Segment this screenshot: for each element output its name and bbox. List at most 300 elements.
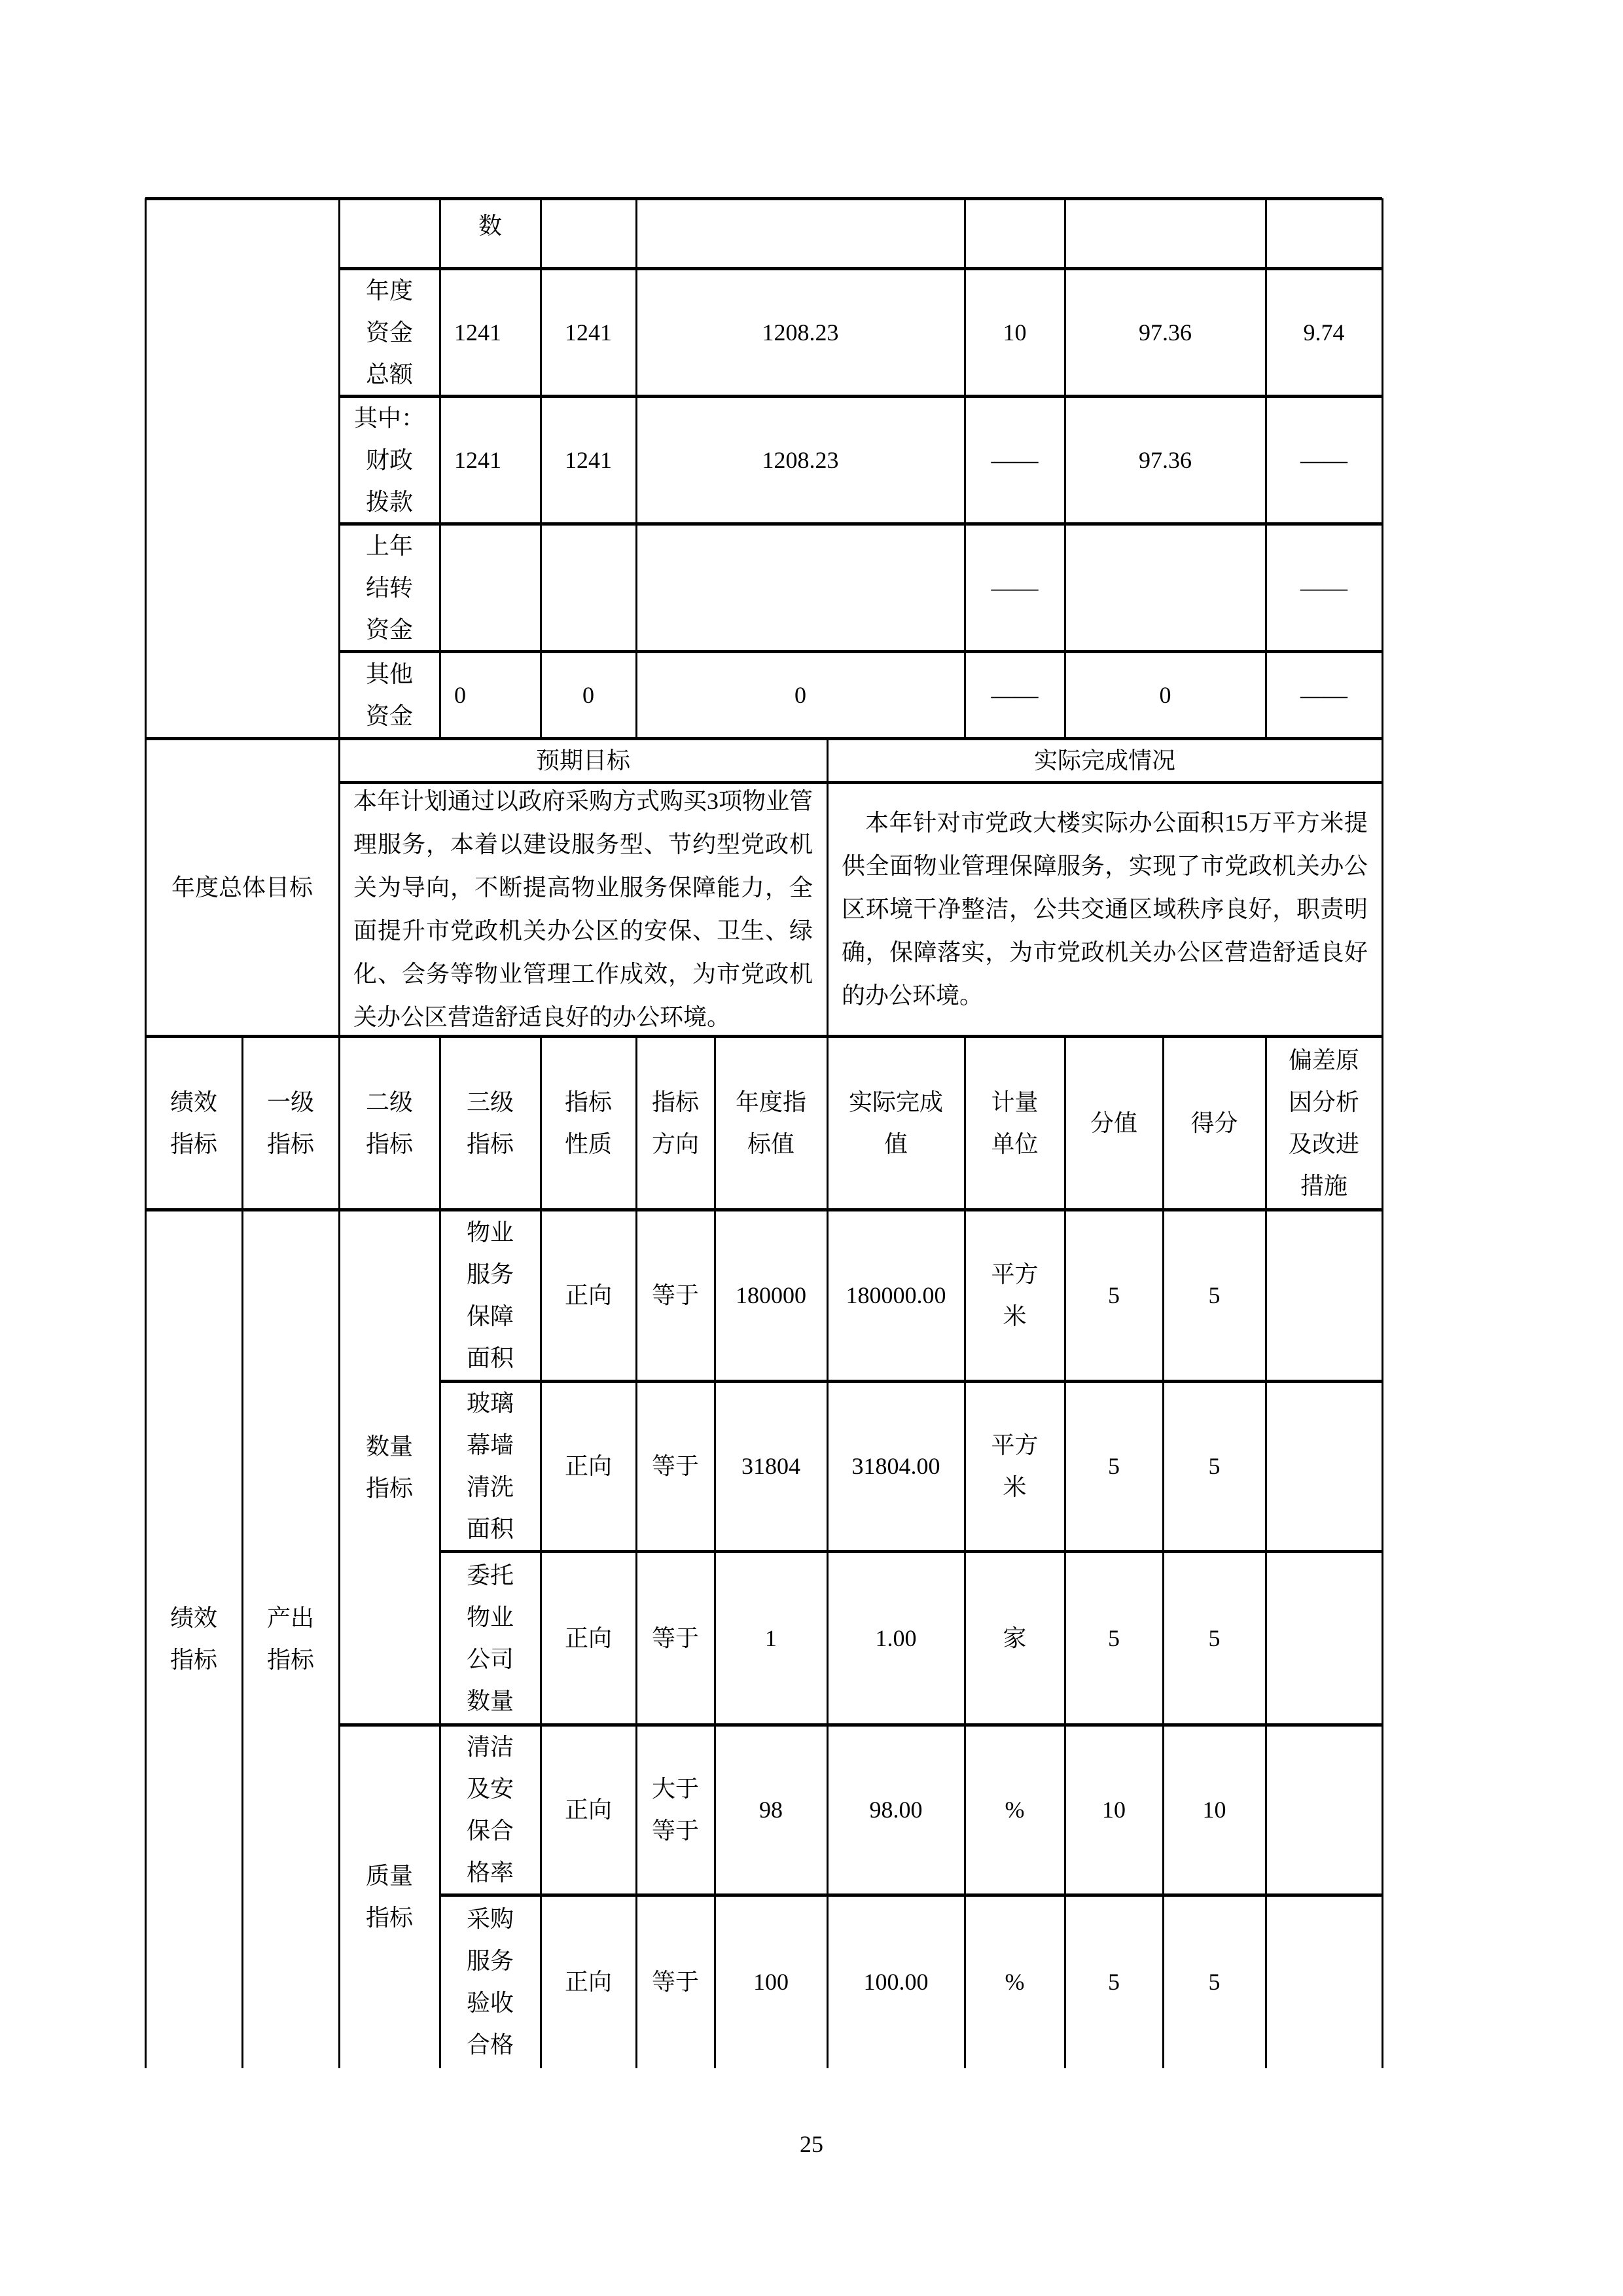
funding-row-label xyxy=(339,268,440,396)
indicator-actual xyxy=(827,1551,965,1725)
indicator-actual-text xyxy=(876,1617,917,1659)
indicator-actual-text xyxy=(870,1789,923,1831)
indicator-direction xyxy=(636,1381,715,1551)
funding-score-text xyxy=(1304,312,1345,353)
indicator-deviation xyxy=(1266,1381,1382,1551)
indicator-name xyxy=(440,1551,541,1725)
indicator-unit-text xyxy=(1005,1789,1025,1831)
text-line: 保合 xyxy=(466,1818,514,1844)
table-horizontal-rule xyxy=(440,1550,1382,1553)
table-vertical-rule xyxy=(145,198,147,2068)
indicator-score-text xyxy=(1209,1961,1221,2003)
text-line: 质量 xyxy=(365,1862,413,1889)
text-line: —— xyxy=(991,446,1039,473)
table-horizontal-rule xyxy=(339,781,1382,784)
funding-annual-budget xyxy=(440,396,541,524)
text-line: 指标 xyxy=(266,1647,314,1673)
text-line: 98.00 xyxy=(869,1797,923,1823)
funding-score-weight-text xyxy=(991,674,1039,716)
funding-score-weight xyxy=(965,396,1065,524)
table-horizontal-rule xyxy=(339,1723,1382,1727)
indicator-weight-text xyxy=(1108,1274,1120,1316)
funding-annual-budget-text xyxy=(454,312,501,353)
funding-score xyxy=(1266,651,1382,738)
funding-full-year-budget-text xyxy=(565,312,612,353)
indicator-actual-text xyxy=(864,1961,929,2003)
funding-executed-text xyxy=(762,439,839,481)
funding-execution-rate xyxy=(1065,268,1266,396)
text-line: 5 xyxy=(1108,1968,1120,1995)
text-line: 计量 xyxy=(991,1088,1039,1115)
indicator-deviation xyxy=(1266,1210,1382,1381)
indicator-unit xyxy=(965,1551,1065,1725)
indicator-direction xyxy=(636,1210,715,1381)
indicator-score xyxy=(1163,1551,1266,1725)
indicator-header-score xyxy=(1163,1036,1266,1210)
text-line: 1208.23 xyxy=(762,319,839,346)
text-line: 5 xyxy=(1108,1282,1120,1308)
text-line: 绩效 xyxy=(169,1088,217,1115)
text-line: 合格 xyxy=(466,2031,514,2058)
indicator-direction xyxy=(636,1725,715,1895)
table-horizontal-rule xyxy=(339,267,1382,270)
funding-annual-budget xyxy=(440,524,541,651)
text-line: 等于 xyxy=(651,1818,699,1844)
text-line: 资金 xyxy=(365,702,413,729)
indicator-header-nature xyxy=(541,1036,636,1210)
indicator-nature-text xyxy=(565,1445,612,1487)
table-horizontal-rule xyxy=(440,1893,1382,1897)
table-horizontal-rule xyxy=(145,737,1382,740)
text-line: 指标 xyxy=(651,1088,699,1115)
indicator-weight-text xyxy=(1102,1789,1126,1831)
indicator-name-text xyxy=(467,1726,514,1893)
quality-indicator-group xyxy=(339,1725,440,2068)
text-line: 9.74 xyxy=(1303,319,1345,346)
indicator-name xyxy=(440,1895,541,2068)
table-vertical-rule xyxy=(1064,198,1066,738)
text-line: 指标 xyxy=(466,1130,514,1157)
funding-score-text xyxy=(1300,567,1347,609)
funding-full-year-budget xyxy=(541,524,636,651)
funding-full-year-budget-text xyxy=(582,674,594,716)
table-vertical-rule xyxy=(964,198,966,738)
text-line: 大于 xyxy=(651,1776,699,1802)
funding-executed xyxy=(636,268,965,396)
actual-goal-text xyxy=(827,782,1382,1036)
indicator-target-text xyxy=(759,1789,783,1831)
text-line: 正向 xyxy=(564,1968,612,1995)
text-line: —— xyxy=(1300,681,1347,708)
indicator-weight xyxy=(1065,1725,1163,1895)
text-line: 正向 xyxy=(564,1624,612,1651)
text-line: 指标 xyxy=(169,1647,217,1673)
indicator-header-nature-text xyxy=(565,1081,612,1165)
text-line: 总额 xyxy=(365,361,413,387)
funding-annual-budget xyxy=(440,651,541,738)
text-line: 平方 xyxy=(991,1261,1039,1287)
text-line: 5 xyxy=(1108,1453,1120,1479)
text-line: 米 xyxy=(1003,1303,1027,1329)
funding-execution-rate xyxy=(1065,396,1266,524)
text-line: 指标 xyxy=(365,1475,413,1501)
page-number: 25 xyxy=(800,2131,823,2157)
indicator-score-text xyxy=(1203,1789,1226,1831)
indicator-header-level1 xyxy=(242,1036,339,1210)
indicator-weight xyxy=(1065,1210,1163,1381)
indicator-unit xyxy=(965,1210,1065,1381)
funding-executed xyxy=(636,524,965,651)
text-line: 保障 xyxy=(466,1303,514,1329)
quality-indicator-group-text xyxy=(366,1855,413,1939)
indicator-nature-text xyxy=(565,1617,612,1659)
indicator-unit-text xyxy=(991,1424,1038,1508)
text-line: 公司 xyxy=(466,1645,514,1672)
funding-full-year-budget xyxy=(541,651,636,738)
indicator-unit xyxy=(965,1725,1065,1895)
text-line: 方向 xyxy=(651,1130,699,1157)
funding-header-tail-text xyxy=(478,205,502,247)
table-vertical-rule xyxy=(635,198,637,738)
indicator-nature xyxy=(541,1551,636,1725)
indicator-header-level2 xyxy=(339,1036,440,1210)
indicator-header-level3 xyxy=(440,1036,541,1210)
text-line: 数 xyxy=(478,213,502,239)
text-line: 面积 xyxy=(466,1516,514,1542)
indicator-score xyxy=(1163,1210,1266,1381)
text-line: 服务 xyxy=(466,1261,514,1287)
indicator-weight-text xyxy=(1108,1961,1120,2003)
table-vertical-rule xyxy=(241,1036,243,2068)
text-line: 5 xyxy=(1208,1624,1221,1651)
funding-row-label xyxy=(339,396,440,524)
table-horizontal-rule xyxy=(440,1380,1382,1383)
output-indicator-label-text xyxy=(267,1597,314,1681)
indicator-nature-text xyxy=(565,1789,612,1831)
indicator-weight xyxy=(1065,1895,1163,2068)
indicator-name xyxy=(440,1381,541,1551)
text-line: 绩效 xyxy=(169,1605,217,1631)
text-line: 指标 xyxy=(365,1904,413,1931)
indicator-header-unit-text xyxy=(991,1081,1038,1165)
indicator-deviation xyxy=(1266,1551,1382,1725)
text-line: 5 xyxy=(1108,1624,1120,1651)
expected-goal-header-text xyxy=(536,740,630,781)
text-line: 1241 xyxy=(454,319,501,346)
indicator-weight-text xyxy=(1108,1445,1120,1487)
funding-annual-budget-text xyxy=(454,674,466,716)
text-line: 物业 xyxy=(466,1219,514,1246)
text-line: 米 xyxy=(1003,1474,1027,1500)
quantity-indicator-group xyxy=(339,1210,440,1725)
text-line: 等于 xyxy=(651,1968,699,1995)
text-line: 97.36 xyxy=(1139,446,1192,473)
indicator-header-target xyxy=(715,1036,827,1210)
text-line: 180000 xyxy=(736,1282,806,1308)
text-line: 5 xyxy=(1208,1453,1221,1479)
text-line: 正向 xyxy=(564,1453,612,1479)
text-line: 年度指 xyxy=(735,1088,806,1115)
text-line: 清洗 xyxy=(466,1474,514,1500)
funding-executed-text xyxy=(794,674,806,716)
indicator-actual xyxy=(827,1725,965,1895)
expected-goal-text xyxy=(339,782,827,1036)
funding-execution-rate-text xyxy=(1139,439,1192,481)
indicator-actual xyxy=(827,1895,965,2068)
text-line: —— xyxy=(991,681,1039,708)
table-vertical-rule xyxy=(1382,198,1383,2068)
funding-row-label-text xyxy=(366,525,413,651)
text-line: 10 xyxy=(1102,1797,1126,1823)
quantity-indicator-group-text xyxy=(366,1426,413,1509)
indicator-unit xyxy=(965,1895,1065,2068)
indicator-header-weight xyxy=(1065,1036,1163,1210)
text-line: 其他 xyxy=(365,660,413,687)
text-line: 三级 xyxy=(466,1088,514,1115)
perf-indicator-label-text xyxy=(170,1597,217,1681)
text-line: —— xyxy=(1300,574,1347,601)
indicator-target-text xyxy=(741,1445,800,1487)
indicator-name-text xyxy=(467,1554,514,1722)
text-line: —— xyxy=(991,574,1039,601)
table-horizontal-rule xyxy=(339,522,1382,526)
text-line: 格率 xyxy=(466,1859,514,1886)
text-line: 100 xyxy=(753,1968,789,1995)
text-line: 清洁 xyxy=(466,1734,514,1760)
funding-row-label-text xyxy=(354,397,425,523)
text-line: 验收 xyxy=(466,1989,514,2016)
text-line: 玻璃 xyxy=(466,1390,514,1416)
actual-goal-text-text: 本年针对市党政大楼实际办公面积15万平方米提供全面物业管理保障服务，实现了市党政机关办公区环境干净整洁，公共交通区域秩序良好，职责明确，保障落实，为市党政机关办公区营造舒适良好的办公环境。 xyxy=(842,810,1368,1009)
indicator-unit-text xyxy=(1005,1961,1025,2003)
text-line: 31804 xyxy=(741,1453,800,1479)
funding-full-year-budget xyxy=(541,396,636,524)
text-line: 指标 xyxy=(266,1130,314,1157)
indicator-header-deviation-text xyxy=(1289,1039,1359,1207)
funding-row-label xyxy=(339,651,440,738)
indicator-score xyxy=(1163,1895,1266,2068)
indicator-weight xyxy=(1065,1381,1163,1551)
text-line: 其中： xyxy=(353,404,425,431)
indicator-unit-text xyxy=(991,1253,1038,1337)
indicator-name xyxy=(440,1725,541,1895)
table-vertical-rule xyxy=(338,1036,340,2068)
text-line: 得分 xyxy=(1190,1109,1238,1136)
text-line: 及安 xyxy=(466,1776,514,1802)
indicator-score-text xyxy=(1209,1445,1221,1487)
indicator-actual xyxy=(827,1381,965,1551)
table-vertical-rule xyxy=(338,198,340,738)
indicator-target xyxy=(715,1551,827,1725)
text-line: 预期目标 xyxy=(535,747,630,774)
indicator-header-level1-text xyxy=(267,1081,314,1165)
indicator-target xyxy=(715,1725,827,1895)
indicator-unit xyxy=(965,1381,1065,1551)
indicator-deviation xyxy=(1266,1725,1382,1895)
indicator-name-text xyxy=(467,1211,514,1379)
indicator-target xyxy=(715,1210,827,1381)
text-line: 0 xyxy=(454,681,466,708)
table-vertical-rule xyxy=(540,198,542,738)
funding-full-year-budget xyxy=(541,268,636,396)
indicator-header-actual-text xyxy=(849,1081,943,1165)
indicator-direction-text xyxy=(652,1274,699,1316)
indicator-header-level3-text xyxy=(467,1081,514,1165)
indicator-score-text xyxy=(1209,1617,1221,1659)
indicator-direction-text xyxy=(652,1617,699,1659)
text-line: 一级 xyxy=(266,1088,314,1115)
output-indicator-label xyxy=(242,1210,339,2068)
funding-execution-rate xyxy=(1065,651,1266,738)
text-line: 家 xyxy=(1003,1624,1027,1651)
text-line: 拨款 xyxy=(365,488,413,515)
indicator-header-perf xyxy=(145,1036,242,1210)
indicator-header-direction xyxy=(636,1036,715,1210)
indicator-actual-text xyxy=(846,1274,946,1316)
indicator-header-direction-text xyxy=(652,1081,699,1165)
text-line: 上年 xyxy=(365,532,413,559)
text-line: 5 xyxy=(1208,1968,1221,1995)
funding-executed-text xyxy=(762,312,839,353)
indicator-target-text xyxy=(736,1274,806,1316)
text-line: 实际完成 xyxy=(848,1088,943,1115)
funding-annual-budget-text xyxy=(454,439,501,481)
text-line: 措施 xyxy=(1300,1172,1347,1199)
funding-header-tail xyxy=(440,198,541,268)
text-line: 性质 xyxy=(564,1130,612,1157)
indicator-score-text xyxy=(1209,1274,1221,1316)
indicator-target xyxy=(715,1895,827,2068)
text-line: 物业 xyxy=(466,1604,514,1630)
text-line: 97.36 xyxy=(1139,319,1192,346)
funding-full-year-budget-text xyxy=(565,439,612,481)
text-line: 值 xyxy=(883,1130,908,1157)
expected-goal-header xyxy=(339,738,827,782)
text-line: % xyxy=(1005,1797,1025,1823)
text-line: 采购 xyxy=(466,1905,514,1932)
funding-execution-rate xyxy=(1065,524,1266,651)
indicator-header-actual xyxy=(827,1036,965,1210)
text-line: 1208.23 xyxy=(762,446,839,473)
table-horizontal-rule xyxy=(339,395,1382,398)
annual-goal-label-text xyxy=(171,867,313,908)
table-horizontal-rule xyxy=(145,1208,1382,1211)
indicator-nature xyxy=(541,1210,636,1381)
text-line: 0 xyxy=(582,681,594,708)
funding-score xyxy=(1266,396,1382,524)
indicator-weight xyxy=(1065,1551,1163,1725)
text-line: 委托 xyxy=(466,1562,514,1588)
indicator-header-score-text xyxy=(1190,1102,1238,1144)
text-line: 正向 xyxy=(564,1282,612,1308)
text-line: 1241 xyxy=(565,446,612,473)
indicator-header-weight-text xyxy=(1090,1102,1137,1144)
text-line: 资金 xyxy=(365,319,413,346)
perf-indicator-label xyxy=(145,1210,242,2068)
funding-score-weight xyxy=(965,268,1065,396)
actual-goal-header xyxy=(827,738,1382,782)
funding-score-weight-text xyxy=(991,567,1039,609)
funding-row-label-text xyxy=(366,653,413,737)
text-line: 结转 xyxy=(365,574,413,601)
funding-annual-budget xyxy=(440,268,541,396)
text-line: —— xyxy=(1300,446,1347,473)
text-line: 指标 xyxy=(365,1130,413,1157)
text-line: 偏差原 xyxy=(1288,1047,1359,1073)
text-line: 因分析 xyxy=(1288,1088,1359,1115)
text-line: % xyxy=(1005,1968,1025,1995)
funding-score-text xyxy=(1300,674,1347,716)
text-line: 指标 xyxy=(564,1088,612,1115)
text-line: 等于 xyxy=(651,1282,699,1308)
indicator-actual-text xyxy=(852,1445,940,1487)
text-line: 5 xyxy=(1208,1282,1221,1308)
annual-goal-label xyxy=(145,738,339,1036)
text-line: 等于 xyxy=(651,1453,699,1479)
indicator-weight-text xyxy=(1108,1617,1120,1659)
text-line: 实际完成情况 xyxy=(1033,747,1175,774)
indicator-nature-text xyxy=(565,1961,612,2003)
indicator-unit-text xyxy=(1003,1617,1026,1659)
text-line: 数量 xyxy=(365,1433,413,1460)
funding-executed xyxy=(636,396,965,524)
indicator-nature-text xyxy=(565,1274,612,1316)
table-vertical-rule xyxy=(439,198,441,738)
text-line: 1 xyxy=(765,1624,777,1651)
indicator-nature xyxy=(541,1725,636,1895)
text-line: 幕墙 xyxy=(466,1432,514,1458)
funding-execution-rate-text xyxy=(1160,674,1171,716)
text-line: 二级 xyxy=(365,1088,413,1115)
indicator-header-target-text xyxy=(736,1081,806,1165)
indicator-score xyxy=(1163,1725,1266,1895)
text-line: 等于 xyxy=(651,1624,699,1651)
text-line: 180000.00 xyxy=(846,1282,946,1308)
text-line: 98 xyxy=(759,1797,783,1823)
text-line: 资金 xyxy=(365,616,413,643)
text-line: 10 xyxy=(1003,319,1027,346)
indicator-direction-text xyxy=(652,1445,699,1487)
table-horizontal-rule xyxy=(145,197,1382,200)
expected-goal-text-text: 本年计划通过以政府采购方式购买3项物业管理服务，本着以建设服务型、节约型党政机关为导向，不断提高物业服务保障能力，全面提升市党政机关办公区的安保、卫生、绿化、会务等物业管理工作成效，为市党政机关办公区营造舒适良好的办公环境。 xyxy=(353,788,813,1030)
indicator-header-perf-text xyxy=(170,1081,217,1165)
text-line: 单位 xyxy=(991,1130,1039,1157)
text-line: 10 xyxy=(1202,1797,1226,1823)
text-line: 分值 xyxy=(1090,1109,1137,1136)
text-line: 及改进 xyxy=(1288,1130,1359,1157)
indicator-nature xyxy=(541,1381,636,1551)
funding-row-label xyxy=(339,524,440,651)
text-line: 财政 xyxy=(365,446,413,473)
funding-score-text xyxy=(1300,439,1347,481)
text-line: 年度 xyxy=(365,277,413,304)
funding-executed xyxy=(636,651,965,738)
indicator-actual xyxy=(827,1210,965,1381)
indicator-header-level2-text xyxy=(366,1081,413,1165)
text-line: 1241 xyxy=(565,319,612,346)
actual-goal-header-text xyxy=(1034,740,1175,781)
text-line: 1241 xyxy=(454,446,501,473)
table-vertical-rule xyxy=(1265,198,1267,738)
indicator-direction-text xyxy=(652,1768,699,1852)
text-line: 年度总体目标 xyxy=(171,874,313,901)
indicator-header-deviation xyxy=(1266,1036,1382,1210)
table-horizontal-rule xyxy=(339,650,1382,653)
indicator-deviation xyxy=(1266,1895,1382,2068)
funding-score xyxy=(1266,524,1382,651)
funding-score-weight-text xyxy=(991,439,1039,481)
funding-execution-rate-text xyxy=(1139,312,1192,353)
